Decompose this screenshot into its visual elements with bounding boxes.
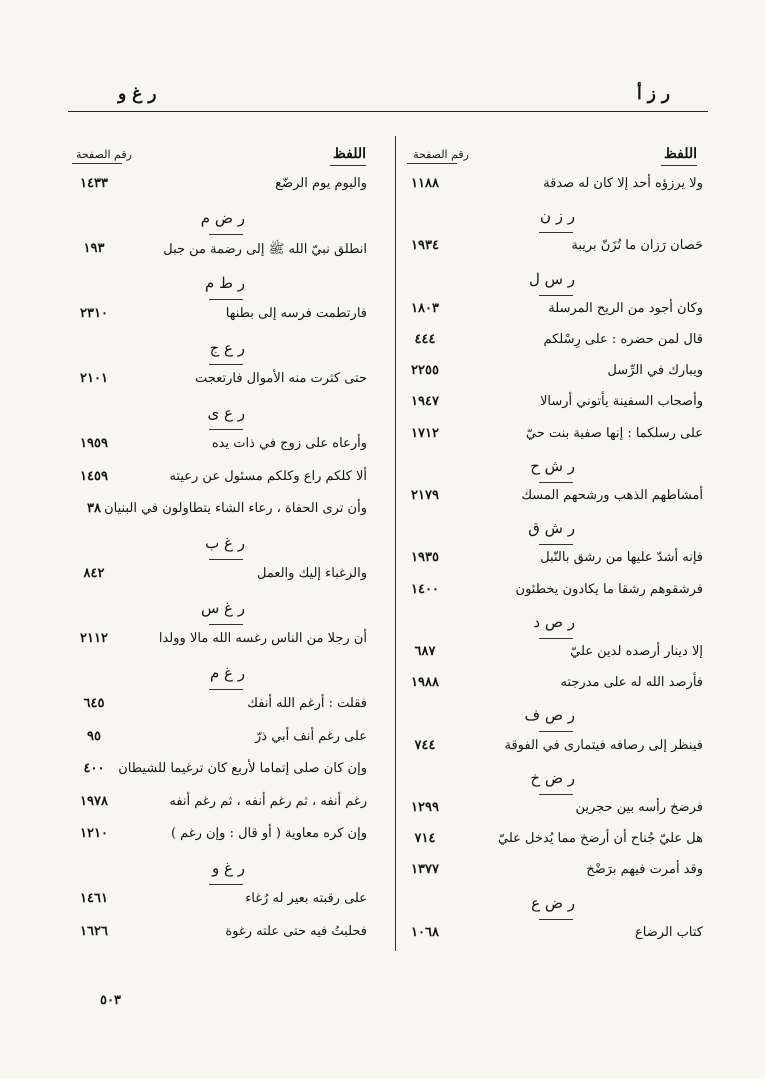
index-entry: فأرصد الله له على مدرجته (560, 675, 703, 691)
root-underline (209, 689, 243, 690)
index-entry: حتى كثرت منه الأموال فارتعجت (195, 371, 367, 386)
index-entry: فرشقوهم رشقا ما يكادون يخطئون (515, 581, 703, 597)
entry-page-number: ١٣٧٧ (411, 862, 439, 878)
index-entry: على رسلكما : إنها صفية بنت حيّ (525, 425, 703, 441)
right-word-heading-underline (661, 165, 697, 166)
root-letters: ر غ س (200, 598, 245, 617)
index-entry: والرغباء إليك والعمل (256, 566, 367, 581)
entry-page-number: ١٤٥٩ (80, 468, 108, 484)
root-letters: ر س ل (529, 269, 575, 288)
right-word-heading: اللفظ (663, 146, 697, 162)
entry-page-number: ١٩٨٨ (411, 675, 439, 691)
index-entry: فينظر إلى رصافه فيتمارى في الفوقة (504, 737, 703, 753)
entry-page-number: ٨٤٢ (83, 566, 105, 581)
entry-page-number: ١٤٠٠ (411, 581, 439, 597)
root-underline (539, 794, 573, 795)
index-entry: على رغم أنف أبي ذرّ (255, 728, 367, 744)
index-entry: على رقبته بعير له رُغاء (245, 891, 367, 906)
entry-page-number: ٦٨٧ (414, 644, 436, 659)
index-entry: هل عليّ جُناح أن أرضخ مما يُدخل عليّ (498, 831, 703, 847)
root-underline (539, 731, 573, 732)
page-number: ٥٠٣ (100, 993, 121, 1008)
entry-page-number: ٢٢٥٥ (411, 363, 439, 379)
root-underline (539, 295, 573, 296)
root-letters: ر ص د (533, 612, 575, 631)
entry-page-number: ١٩٤٧ (411, 394, 439, 410)
entry-page-number: ١٢٩٩ (411, 800, 439, 815)
header-rule (68, 111, 708, 112)
right-page-heading: رقم الصفحة (413, 148, 469, 161)
root-letters: ر غ ب (205, 533, 245, 552)
index-entry: فارتطمت فرسه إلى بطنها (225, 306, 367, 321)
index-entry: رغم أنفه ، ثم رغم أنفه ، ثم رغم أنفه (169, 793, 367, 809)
root-underline (209, 234, 243, 235)
root-underline (539, 638, 573, 639)
left-page-heading: رقم الصفحة (76, 148, 132, 161)
entry-page-number: ١٩٥٩ (80, 436, 108, 451)
entry-page-number: ٩٥ (87, 728, 101, 744)
root-underline (539, 919, 573, 920)
index-entry: ألا كلكم راع وكلكم مسئول عن رعيته (169, 468, 367, 484)
running-header-left: ر غ و (118, 84, 157, 104)
index-entry: ولا يرزؤه أحد إلا كان له صدقة (543, 176, 703, 191)
root-letters: ر غ م (209, 663, 245, 682)
root-underline (209, 624, 243, 625)
index-entry: فحلبتُ فيه حتى علته رغوة (225, 923, 367, 939)
entry-page-number: ١١٨٨ (411, 176, 439, 191)
index-entry: فقلت : أرغم الله أنفك (247, 696, 367, 711)
index-entry: واليوم يوم الرضّع (275, 176, 367, 191)
entry-page-number: ٢٣١٠ (80, 306, 108, 321)
entry-page-number: ٧١٤ (414, 831, 436, 847)
entry-page-number: ٧٤٤ (414, 737, 436, 753)
index-entry: انطلق نبيّ الله ﷺ إلى رضمة من جبل (163, 242, 367, 257)
index-entry: كتاب الرضاع (635, 924, 703, 940)
entry-page-number: ١٨٠٣ (411, 300, 439, 316)
index-entry: وقد أمرت فيهم برَضْخ (586, 862, 703, 878)
root-letters: ر ز ن (539, 207, 575, 226)
entry-page-number: ٣٨ (87, 501, 101, 516)
entry-page-number: ١٢١٠ (80, 826, 108, 841)
entry-page-number: ٢١٧٩ (411, 488, 439, 503)
running-header-right: ر ز أ (637, 84, 670, 104)
entry-page-number: ٦٤٥ (83, 696, 105, 711)
index-entry: وإن كره معاوية ( أو قال : وإن رغم ) (170, 826, 367, 841)
left-word-heading-underline (330, 165, 366, 166)
entry-page-number: ١٩٣ (83, 241, 105, 256)
index-entry: فإنه أشدّ عليها من رشق بالنّبل (540, 550, 703, 566)
root-underline (209, 559, 243, 560)
index-entry: وأصحاب السفينة يأتوني أرسالا (539, 394, 703, 410)
root-letters: ر غ و (212, 858, 245, 877)
index-entry: أن رجلا من الناس رغسه الله مالا وولدا (158, 631, 367, 646)
entry-page-number: ١٠٦٨ (411, 924, 439, 940)
root-letters: ر ع ج (209, 338, 245, 357)
index-entry: إلا دينار أرصده لدين عليّ (570, 644, 703, 659)
root-letters: ر ش ح (530, 456, 575, 475)
root-underline (539, 482, 573, 483)
entry-page-number: ١٩٧٨ (80, 793, 108, 809)
entry-page-number: ١٧١٢ (411, 425, 439, 441)
root-underline (209, 429, 243, 430)
root-underline (209, 884, 243, 885)
entry-page-number: ٤٤٤ (414, 332, 436, 347)
entry-page-number: ٢١١٢ (80, 631, 108, 646)
index-entry: وأرعاه على زوج في ذات يده (211, 436, 367, 451)
root-underline (209, 299, 243, 300)
root-letters: ر ش ق (528, 519, 575, 538)
root-letters: ر ص ف (524, 706, 575, 725)
entry-page-number: ١٦٢٦ (80, 923, 108, 939)
index-entry: ويبارك في الرِّسل (607, 363, 703, 379)
root-letters: ر ط م (205, 273, 245, 292)
root-underline (539, 232, 573, 233)
root-letters: ر ع ى (207, 403, 245, 422)
right-page-heading-underline (407, 163, 457, 164)
root-letters: ر ض م (200, 208, 245, 227)
root-underline (539, 544, 573, 545)
root-letters: ر ض خ (530, 768, 575, 787)
entry-page-number: ١٩٣٥ (411, 550, 439, 566)
index-entry: قال لمن حضره : على رِسْلكم (543, 332, 703, 347)
index-entry: حَصان رَزان ما تُزَنّ بريبة (571, 238, 703, 254)
index-entry: وأن ترى الحفاة ، رعاء الشاء يتطاولون في البنيان (104, 501, 367, 516)
left-page-heading-underline (72, 163, 122, 164)
entry-page-number: ١٩٣٤ (411, 238, 439, 254)
index-entry: فرضخ رأسه بين حجرين (575, 800, 703, 815)
entry-page-number: ٢١٠١ (80, 371, 108, 386)
entry-page-number: ١٤٦١ (80, 891, 108, 906)
left-word-heading: اللفظ (332, 146, 366, 162)
column-divider (395, 136, 396, 951)
root-letters: ر ض ع (531, 893, 575, 912)
index-entry: وكان أجود من الريح المرسلة (548, 300, 703, 316)
root-underline (209, 364, 243, 365)
index-entry: وإن كان صلى إتماما لأربع كان ترغيما للشيطان (118, 761, 367, 776)
entry-page-number: ١٤٣٣ (80, 176, 108, 191)
index-entry: أمشاطهم الذهب ورشحهم المسك (521, 488, 703, 503)
entry-page-number: ٤٠٠ (83, 761, 105, 776)
